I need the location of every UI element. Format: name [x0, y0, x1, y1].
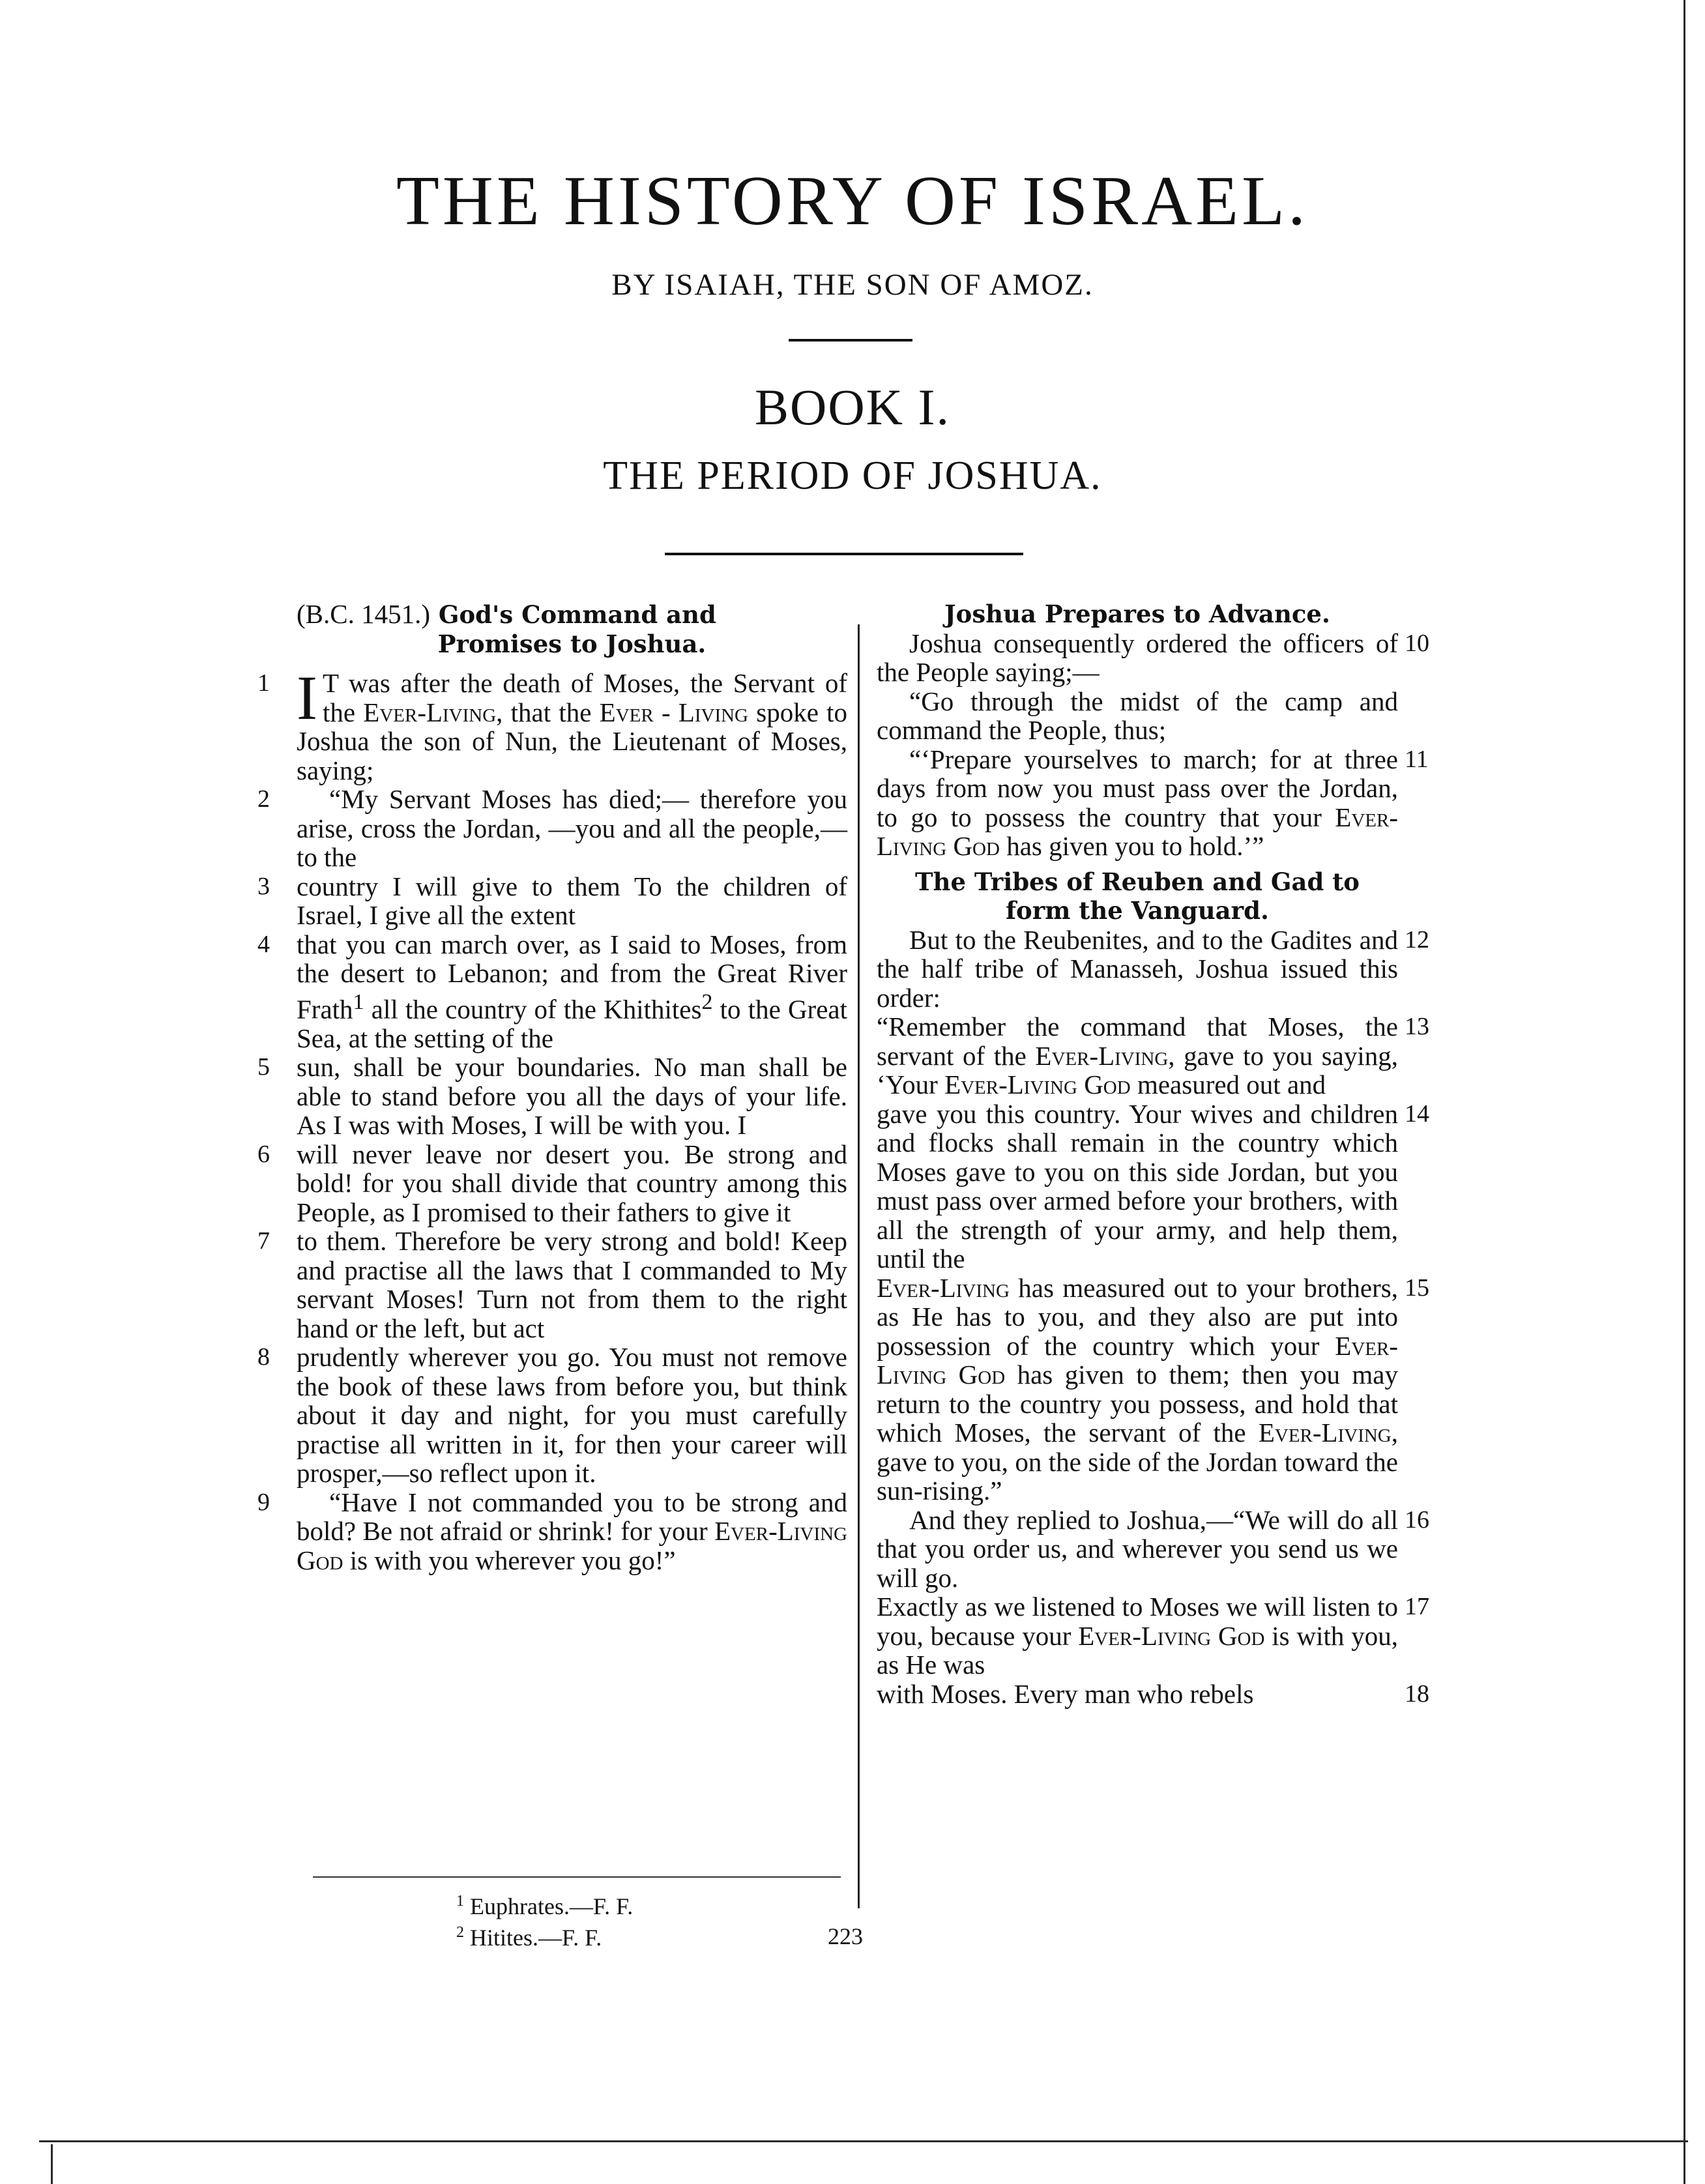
section-rule — [665, 553, 1023, 555]
footnote-mark: 2 — [701, 989, 713, 1014]
verse-number: 1 — [257, 669, 270, 697]
divine-name: Ever-Living God — [944, 1070, 1131, 1099]
heading-line2: Promises to Joshua. — [437, 629, 707, 658]
verse-text: But to the Reubenites, and to the Gadites and the half tribe of Manasseh, Joshua issued this order: — [877, 924, 1398, 1013]
verse-number: 15 — [1405, 1274, 1429, 1302]
verse-text: will never leave nor desert you. Be strong and bold! for you shall divide that country among this People, as I promised to their fathers to give it — [297, 1139, 847, 1227]
verse-number: 9 — [257, 1488, 270, 1516]
verse-text: is with you wherever you go!” — [343, 1545, 676, 1575]
page-number: 223 — [828, 1923, 863, 1949]
verse-text: has given to them; then you may return to the country you possess, and hold that which Moses, the servant of the — [877, 1360, 1398, 1448]
drop-cap: I — [297, 663, 317, 733]
verse-text: Joshua consequently ordered the officers of the People saying;— — [877, 628, 1398, 687]
verse-text: spoke to Joshua the son of Nun, the Lieutenant of Moses, saying; — [297, 697, 848, 785]
verse-text: is with you, as He was — [877, 1620, 1398, 1680]
verse-10b — [877, 687, 1398, 745]
section-heading-advance: Joshua Prepares to Advance. — [944, 600, 1330, 628]
verse-number: 3 — [257, 872, 270, 900]
verse-number: 14 — [1405, 1099, 1429, 1128]
verse-6 — [257, 1139, 847, 1227]
left-heading — [297, 600, 847, 630]
page-title: THE HISTORY OF ISRAEL. — [396, 162, 1309, 240]
footnote-mark: 1 — [353, 989, 364, 1014]
verse-5 — [257, 1052, 847, 1141]
book-heading: BOOK I. — [755, 379, 950, 435]
period-heading: THE PERIOD OF JOSHUA. — [603, 454, 1102, 498]
footnote-text: Euphrates.—F. F. — [464, 1893, 634, 1919]
footnotes — [456, 1888, 633, 1951]
divine-name: Ever-Living — [363, 697, 497, 727]
verse-12 — [877, 924, 1429, 1013]
verse-number: 11 — [1405, 745, 1429, 773]
verse-2 — [257, 784, 847, 872]
verse-8 — [257, 1342, 847, 1489]
date-label: (B.C. 1451.) — [297, 599, 430, 629]
byline: BY ISAIAH, THE SON OF AMOZ. — [611, 268, 1094, 302]
verse-text: “My Servant Moses has died;— therefore you arise, cross the Jordan, —you and all the people,—to the — [297, 784, 847, 872]
verse-text: “Have I not commanded you to be strong and bold? Be not afraid or shrink! for your — [297, 1487, 847, 1547]
footnote-mark: 2 — [456, 1924, 464, 1941]
verse-text: that you can march over, as I said to Moses, from the desert to Lebanon; and from the Great River Frath — [297, 929, 847, 1025]
verse-number: 2 — [257, 785, 270, 813]
divine-name: Ever-Living God — [297, 1516, 847, 1575]
divine-name: Ever-Living God — [877, 1330, 1398, 1390]
heading-line1: The Tribes of Reuben and Gad to — [915, 867, 1360, 896]
page-edge-right — [1683, 0, 1685, 2184]
verse-15 — [877, 1272, 1429, 1506]
verse-number: 4 — [257, 930, 270, 958]
verse-text: , gave to you, on the side of the Jordan toward the sun-rising.” — [877, 1418, 1398, 1506]
divine-name: Ever-Living God — [1078, 1620, 1265, 1651]
divine-name: Ever-Living God — [877, 802, 1398, 861]
verse-16 — [877, 1504, 1429, 1593]
verse-7 — [257, 1226, 847, 1343]
verse-text: gave you this country. Your wives and children and flocks shall remain in the country which Moses gave to you on this side Jordan, but you must pass over armed before your brothers, with all the strength of your army, and help them, until the — [877, 1098, 1398, 1274]
verse-3 — [257, 871, 847, 930]
heading-line1: God's Command and — [438, 600, 716, 629]
footnote-1 — [456, 1888, 633, 1919]
footnote-2 — [456, 1919, 633, 1951]
verse-number: 13 — [1405, 1013, 1429, 1040]
verse-1 — [257, 663, 848, 785]
verse-text: “‘Prepare yourselves to march; for at three days from now you must pass over the Jordan, to go to possess the country that your — [877, 744, 1398, 832]
verse-text: measured out and — [1130, 1070, 1326, 1099]
verse-number: 18 — [1405, 1680, 1429, 1708]
verse-text: Exactly as we listened to Moses we will listen to you, because your — [877, 1592, 1398, 1651]
verse-text: country I will give to them To the children of Israel, I give all the extent — [297, 871, 847, 930]
verse-11 — [877, 744, 1429, 861]
verse-text: to the Great Sea, at the setting of the — [297, 994, 847, 1053]
divine-name: Ever-Living — [1035, 1040, 1169, 1071]
verse-text: has measured out to your brothers, as He has to you, and they also are put into possession of the country which your — [877, 1272, 1398, 1361]
divine-name: Ever-Living — [1258, 1418, 1392, 1448]
verse-number: 16 — [1405, 1506, 1429, 1534]
verse-text: prudently wherever you go. You must not remove the book of these laws from before you, but think about it day and night, for you must carefully practise all written in it, for then your career will prosper,—so reflect upon it. — [297, 1342, 847, 1489]
verse-text: to them. Therefore be very strong and bold! Keep and practise all the laws that I commanded to My servant Moses! Turn not from them to the right hand or the left, but act — [297, 1226, 847, 1343]
verse-text: sun, shall be your boundaries. No man shall be able to stand before you all the days of your life. As I was with Moses, I will be with you. I — [297, 1052, 847, 1141]
verse-text: has given you to hold.’” — [999, 831, 1264, 861]
page-edge-bottom — [39, 2140, 1688, 2142]
section-heading-tribes — [877, 867, 1398, 925]
verse-number: 5 — [257, 1053, 270, 1081]
verse-number: 7 — [257, 1227, 270, 1255]
verse-text: , gave to you saying, ‘Your — [877, 1040, 1398, 1099]
footnote-text: Hitites.—F. F. — [464, 1925, 602, 1951]
divine-name: Ever - Living — [599, 697, 749, 727]
verse-text: And they replied to Joshua,—“We will do all that you order us, and wherever you send us we will go. — [877, 1504, 1398, 1593]
verse-number: 6 — [257, 1140, 270, 1168]
verse-text: all the country of the Khithites — [364, 994, 702, 1025]
footnote-mark: 1 — [456, 1893, 464, 1910]
verse-17 — [877, 1592, 1429, 1680]
heading-line2: form the Vanguard. — [1006, 896, 1269, 925]
footnote-rule — [313, 1876, 841, 1878]
verse-18 — [877, 1678, 1429, 1709]
right-column — [877, 600, 1429, 1709]
left-column — [257, 599, 848, 1575]
verse-text: “Remember the command that Moses, the servant of the — [877, 1012, 1398, 1071]
title-rule — [789, 339, 912, 342]
verse-number: 12 — [1405, 925, 1429, 954]
verse-text: , that the — [496, 697, 600, 727]
verse-text: “Go through the midst of the camp and command the People, thus; — [877, 686, 1398, 745]
page-edge-left — [51, 2144, 53, 2184]
verse-number: 17 — [1405, 1593, 1429, 1620]
verse-number: 10 — [1405, 629, 1429, 657]
verse-4 — [257, 929, 847, 1053]
column-divider — [858, 624, 860, 1908]
divine-name: Ever-Living — [877, 1272, 1010, 1303]
verse-14 — [877, 1098, 1429, 1274]
verse-9 — [257, 1487, 847, 1575]
verse-13 — [877, 1012, 1429, 1099]
verse-text: T was after the death of Moses, the Servant of the — [322, 668, 847, 727]
verse-10 — [877, 628, 1429, 687]
verse-number: 8 — [257, 1343, 270, 1371]
verse-text: with Moses. Every man who rebels — [877, 1678, 1254, 1709]
